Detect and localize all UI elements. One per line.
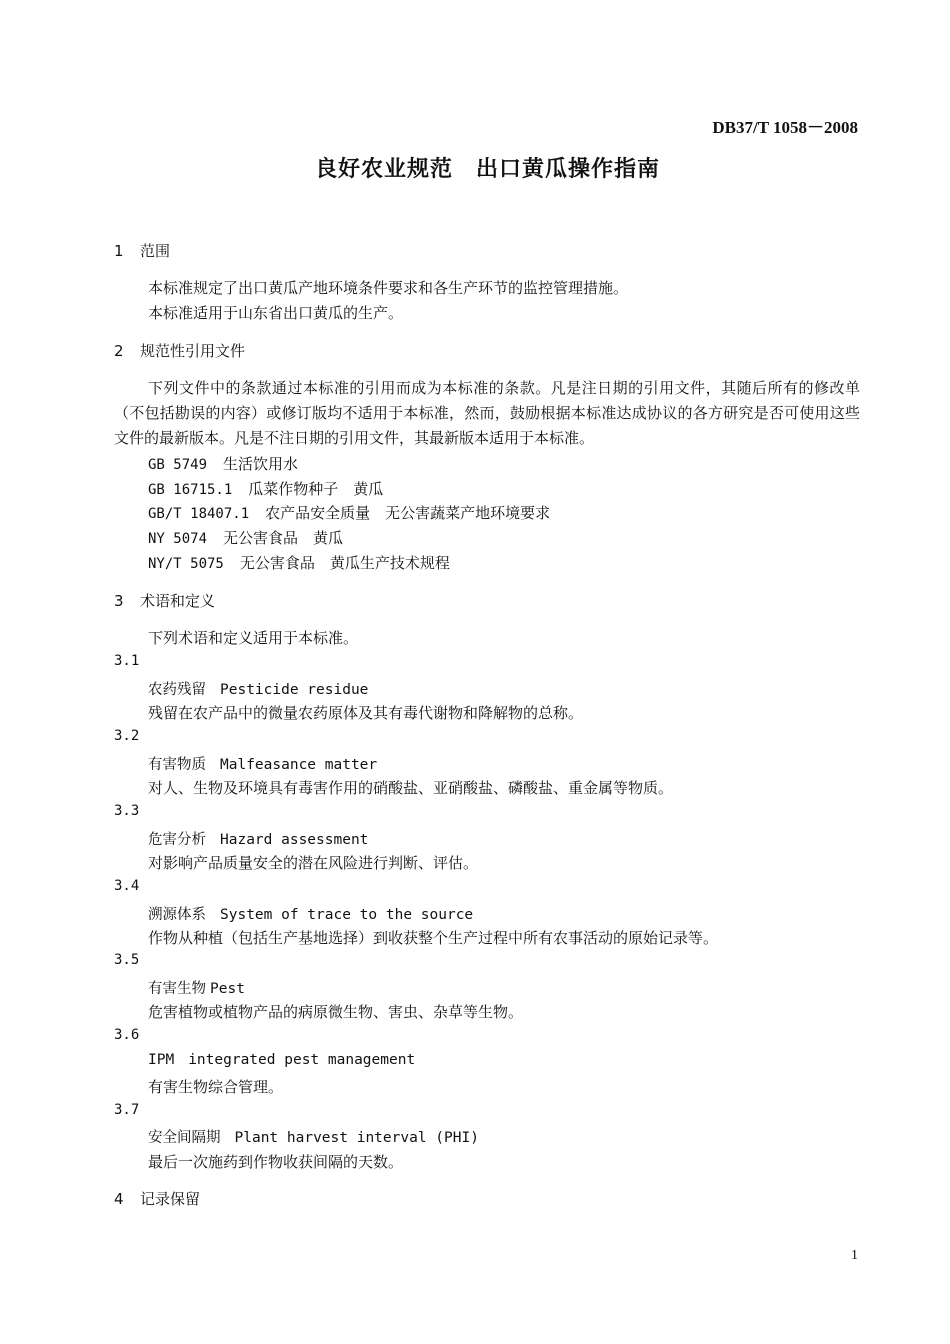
term-name <box>148 977 245 998</box>
paragraph: 本标准规定了出口黄瓜产地环境条件要求和各生产环节的监控管理措施。 <box>148 279 629 297</box>
section-1-heading <box>114 240 170 261</box>
term-number: 3.2 <box>114 728 140 744</box>
section-title: 规范性引用文件 <box>140 342 246 360</box>
term-definition: 作物从种植（包括生产基地选择）到收获整个生产过程中所有农事活动的原始记录等。 <box>148 929 719 947</box>
term-name <box>148 753 377 774</box>
term-en: Plant harvest interval (PHI) <box>234 1130 479 1146</box>
standard-number: DB37/T 1058－2008 <box>712 118 858 137</box>
term-en: Pest <box>210 981 245 997</box>
term-definition: 有害生物综合管理。 <box>148 1078 284 1096</box>
reference-item <box>148 502 550 523</box>
term-definition: 残留在农产品中的微量农药原体及其有毒代谢物和降解物的总称。 <box>148 704 584 722</box>
term-number: 3.5 <box>114 952 140 968</box>
section-title: 记录保留 <box>140 1190 201 1208</box>
term-number: 3.7 <box>114 1102 140 1118</box>
paragraph: 本标准适用于山东省出口黄瓜的生产。 <box>148 304 404 322</box>
reference-title: 瓜菜作物种子 黄瓜 <box>248 480 384 498</box>
term-zh: IPM <box>148 1052 175 1068</box>
reference-item <box>148 527 343 548</box>
term-zh: 有害物质 <box>148 757 206 773</box>
term-en: Pesticide residue <box>220 682 369 698</box>
term-number: 3.6 <box>114 1027 140 1043</box>
term-en: integrated pest management <box>188 1052 416 1068</box>
reference-code: GB/T 18407.1 <box>148 506 250 522</box>
term-definition: 对影响产品质量安全的潜在风险进行判断、评估。 <box>148 854 479 872</box>
term-en: Malfeasance matter <box>220 757 378 773</box>
term-en: System of trace to the source <box>220 907 474 923</box>
term-definition: 最后一次施药到作物收获间隔的天数。 <box>148 1153 404 1171</box>
reference-code: NY 5074 <box>148 531 208 547</box>
reference-item <box>148 552 450 573</box>
section-number: 4 <box>114 1190 124 1208</box>
section-3-heading <box>114 590 215 611</box>
term-number: 3.1 <box>114 653 140 669</box>
reference-code: NY/T 5075 <box>148 556 224 572</box>
reference-item <box>148 453 298 474</box>
section-2-heading <box>114 340 245 361</box>
paragraph: 下列术语和定义适用于本标准。 <box>148 629 359 647</box>
section-4-heading <box>114 1188 200 1209</box>
reference-title: 无公害食品 黄瓜 <box>223 529 344 547</box>
section-number: 2 <box>114 342 124 360</box>
term-name <box>148 1126 479 1147</box>
term-zh: 安全间隔期 <box>148 1130 221 1146</box>
section-number: 3 <box>114 592 124 610</box>
section-title: 范围 <box>140 242 171 260</box>
term-zh: 有害生物 <box>148 981 206 997</box>
term-number: 3.3 <box>114 803 140 819</box>
term-zh: 危害分析 <box>148 832 206 848</box>
term-name <box>148 678 368 699</box>
term-number: 3.4 <box>114 878 140 894</box>
term-en: Hazard assessment <box>220 832 369 848</box>
term-definition: 危害植物或植物产品的病原微生物、害虫、杂草等生物。 <box>148 1003 524 1021</box>
reference-title: 无公害食品 黄瓜生产技术规程 <box>239 554 450 572</box>
page-number: 1 <box>851 1248 858 1263</box>
term-name <box>148 828 368 849</box>
section-title: 术语和定义 <box>140 592 216 610</box>
term-definition: 对人、生物及环境具有毒害作用的硝酸盐、亚硝酸盐、磷酸盐、重金属等物质。 <box>148 779 674 797</box>
references-intro-paragraph: 下列文件中的条款通过本标准的引用而成为本标准的条款。凡是注日期的引用文件，其随后所有的修改单（不包括勘误的内容）或修订版均不适用于本标准，然而，鼓励根据本标准达成协议的各方研究是否可使用这些文件的最新版本。凡是不注日期的引用文件，其最新版本适用于本标准。 <box>114 379 860 447</box>
term-name <box>148 1052 415 1068</box>
section-number: 1 <box>114 242 124 260</box>
reference-title: 生活饮用水 <box>223 455 299 473</box>
reference-item <box>148 478 383 499</box>
term-name <box>148 903 473 924</box>
reference-code: GB 16715.1 <box>148 482 233 498</box>
term-zh: 农药残留 <box>148 682 206 698</box>
page-title: 良好农业规范 出口黄瓜操作指南 <box>314 157 660 182</box>
term-zh: 溯源体系 <box>148 907 206 923</box>
reference-code: GB 5749 <box>148 457 208 473</box>
reference-title: 农产品安全质量 无公害蔬菜产地环境要求 <box>265 504 551 522</box>
